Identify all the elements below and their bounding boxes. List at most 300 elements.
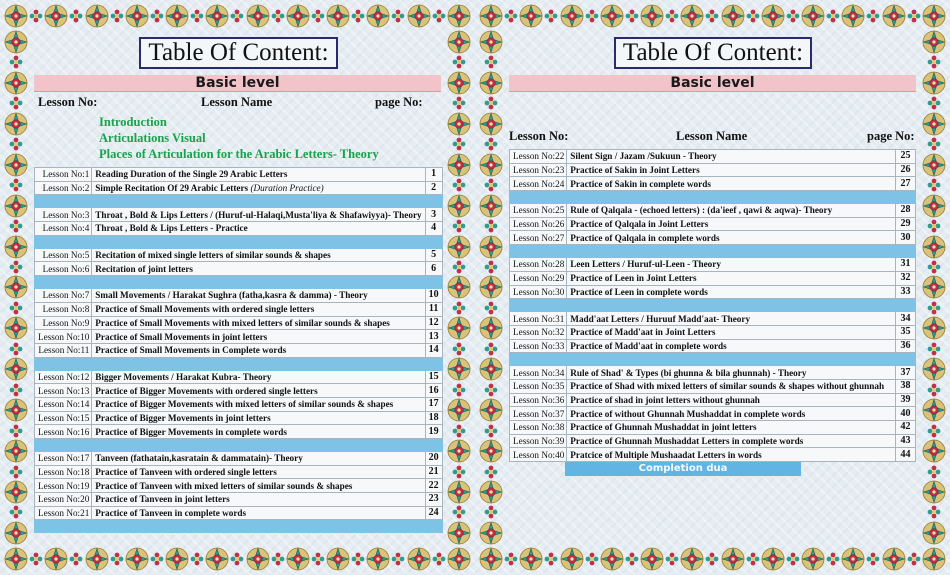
floral-medallion-icon	[125, 547, 149, 571]
lesson-name	[92, 222, 425, 236]
lesson-name	[567, 339, 896, 353]
toc-row[interactable]	[510, 177, 916, 191]
floral-medallion-icon	[479, 480, 503, 504]
small-flower-icon	[484, 342, 498, 356]
toc-row[interactable]	[35, 384, 443, 398]
small-flower-icon	[311, 552, 325, 566]
section-divider	[35, 357, 443, 370]
small-flower-icon	[9, 424, 23, 438]
lesson-title: Leen Letters / Huruf-ul-Leen - Theory	[570, 259, 721, 270]
lesson-title: Practice of Bigger Movements in complete words	[95, 426, 287, 437]
border-right	[920, 30, 948, 545]
lesson-title: Practice of Small Movements with ordered single letters	[95, 304, 315, 315]
page-title: Table Of Content:	[139, 37, 338, 69]
floral-medallion-icon	[922, 153, 946, 177]
floral-medallion-icon	[4, 71, 28, 95]
border-top	[4, 2, 471, 30]
small-flower-icon	[110, 552, 124, 566]
toc-row[interactable]	[35, 181, 443, 195]
border-top	[479, 2, 946, 30]
small-flower-icon	[746, 9, 760, 23]
lesson-title: Practice of Sakin in Joint Letters	[570, 165, 700, 176]
lesson-number: Lesson No:32	[510, 325, 567, 339]
floral-medallion-icon	[922, 235, 946, 259]
intro-item[interactable]: Places of Articulation for the Arabic Letters- Theory	[99, 147, 379, 161]
small-flower-icon	[391, 552, 405, 566]
floral-medallion-icon	[4, 439, 28, 463]
small-flower-icon	[927, 505, 941, 519]
floral-medallion-icon	[479, 4, 503, 28]
small-flower-icon	[271, 9, 285, 23]
small-flower-icon	[544, 9, 558, 23]
lesson-name	[92, 181, 425, 195]
floral-medallion-icon	[519, 4, 543, 28]
toc-row[interactable]	[35, 370, 443, 384]
floral-medallion-icon	[479, 398, 503, 422]
lesson-name	[567, 421, 896, 435]
toc-row[interactable]	[35, 289, 443, 303]
lesson-name	[567, 448, 896, 462]
header-page-no: page No:	[375, 95, 423, 109]
floral-medallion-icon	[600, 4, 624, 28]
section-divider	[35, 520, 443, 533]
small-flower-icon	[230, 9, 244, 23]
small-flower-icon	[452, 465, 466, 479]
floral-medallion-icon	[640, 4, 664, 28]
lesson-number: Lesson No:36	[510, 393, 567, 407]
toc-row[interactable]	[510, 366, 916, 380]
toc-row[interactable]	[35, 208, 443, 222]
lesson-number: Lesson No:9	[35, 316, 92, 330]
small-flower-icon	[927, 96, 941, 110]
small-flower-icon	[484, 465, 498, 479]
page-number: 27	[896, 177, 916, 191]
floral-medallion-icon	[407, 4, 431, 28]
toc-row[interactable]	[35, 452, 443, 466]
lesson-number: Lesson No:39	[510, 434, 567, 448]
small-flower-icon	[190, 552, 204, 566]
completion-dua-link[interactable]: Completion dua	[565, 462, 801, 476]
lesson-name	[92, 289, 425, 303]
lesson-title: Practice of Leen in complete words	[570, 286, 708, 297]
toc-row[interactable]	[510, 421, 916, 435]
floral-medallion-icon	[125, 4, 149, 28]
toc-row[interactable]	[510, 204, 916, 218]
lesson-name	[92, 330, 425, 344]
page-number: 20	[425, 452, 442, 466]
toc-row[interactable]	[35, 168, 443, 182]
page-number: 26	[896, 163, 916, 177]
small-flower-icon	[504, 552, 518, 566]
header-lesson-no: Lesson No:	[38, 95, 98, 109]
page-number: 16	[425, 384, 442, 398]
toc-row[interactable]	[510, 271, 916, 285]
small-flower-icon	[452, 342, 466, 356]
toc-row[interactable]	[510, 379, 916, 393]
lesson-number: Lesson No:37	[510, 407, 567, 421]
border-left	[2, 30, 30, 545]
lesson-name	[92, 452, 425, 466]
lesson-title: Practice of without Ghunnah Mushaddat in complete words	[570, 408, 806, 419]
floral-medallion-icon	[4, 357, 28, 381]
floral-medallion-icon	[447, 480, 471, 504]
toc-row[interactable]	[35, 397, 443, 411]
floral-medallion-icon	[447, 4, 471, 28]
small-flower-icon	[907, 552, 921, 566]
small-flower-icon	[927, 424, 941, 438]
lesson-name	[567, 285, 896, 299]
floral-medallion-icon	[761, 547, 785, 571]
small-flower-icon	[927, 219, 941, 233]
floral-medallion-icon	[407, 547, 431, 571]
header-lesson-name: Lesson Name	[676, 129, 748, 143]
small-flower-icon	[351, 552, 365, 566]
small-flower-icon	[705, 9, 719, 23]
floral-medallion-icon	[479, 112, 503, 136]
lesson-title: Practice of Ghunnah Mushaddat Letters in complete words	[570, 436, 804, 447]
lesson-name	[567, 231, 896, 245]
toc-row[interactable]	[35, 316, 443, 330]
toc-row[interactable]	[35, 330, 443, 344]
floral-medallion-icon	[801, 4, 825, 28]
floral-medallion-icon	[801, 547, 825, 571]
page-number: 42	[896, 421, 916, 435]
small-flower-icon	[484, 505, 498, 519]
lesson-title: Practice of Tanveen in complete words	[95, 508, 247, 519]
lesson-title: Practice of Small Movements with mixed letters of similar sounds & shapes	[95, 317, 390, 328]
toc-row[interactable]	[35, 411, 443, 425]
lesson-number: Lesson No:3	[35, 208, 92, 222]
small-flower-icon	[484, 178, 498, 192]
lesson-title: Pratcice of Multiple Mushaadat Letters in words	[570, 449, 762, 460]
lesson-title: Practice of Qalqala in Joint Letters	[570, 219, 709, 230]
floral-medallion-icon	[841, 547, 865, 571]
page-number: 2	[425, 181, 442, 195]
small-flower-icon	[29, 9, 43, 23]
lesson-note: (Duration Practice)	[250, 183, 324, 194]
lesson-number: Lesson No:20	[35, 493, 92, 507]
lesson-number: Lesson No:38	[510, 421, 567, 435]
page-number: 43	[896, 434, 916, 448]
floral-medallion-icon	[447, 71, 471, 95]
floral-medallion-icon	[922, 357, 946, 381]
header-page-no: page No:	[867, 129, 915, 143]
border-bottom	[479, 545, 946, 573]
page-number: 11	[425, 302, 442, 316]
page-number: 17	[425, 397, 442, 411]
small-flower-icon	[452, 55, 466, 69]
lesson-name	[567, 150, 896, 164]
lesson-number: Lesson No:6	[35, 262, 92, 276]
page-number: 40	[896, 407, 916, 421]
toc-row[interactable]	[35, 506, 443, 520]
small-flower-icon	[311, 9, 325, 23]
level-heading: Basic level	[509, 75, 916, 92]
toc-row[interactable]	[35, 343, 443, 357]
page-number: 22	[425, 479, 442, 493]
floral-medallion-icon	[205, 547, 229, 571]
floral-medallion-icon	[447, 316, 471, 340]
lesson-name	[92, 479, 425, 493]
page-number: 3	[425, 208, 442, 222]
lesson-number: Lesson No:16	[35, 425, 92, 439]
lesson-title: Simple Recitation Of 29 Arabic Letters	[95, 183, 251, 194]
toc-row[interactable]	[35, 465, 443, 479]
floral-medallion-icon	[366, 4, 390, 28]
lesson-name	[567, 434, 896, 448]
floral-medallion-icon	[4, 521, 28, 545]
small-flower-icon	[665, 9, 679, 23]
floral-medallion-icon	[922, 194, 946, 218]
floral-medallion-icon	[246, 547, 270, 571]
lesson-number: Lesson No:19	[35, 479, 92, 493]
small-flower-icon	[452, 260, 466, 274]
floral-medallion-icon	[4, 153, 28, 177]
page-number: 15	[425, 370, 442, 384]
small-flower-icon	[150, 552, 164, 566]
floral-medallion-icon	[479, 235, 503, 259]
page-number: 14	[425, 343, 442, 357]
page-title: Table Of Content:	[614, 37, 812, 69]
floral-medallion-icon	[922, 439, 946, 463]
page-number: 44	[896, 448, 916, 462]
floral-medallion-icon	[479, 316, 503, 340]
floral-medallion-icon	[447, 30, 471, 54]
page-number: 39	[896, 393, 916, 407]
lesson-name	[92, 425, 425, 439]
floral-medallion-icon	[922, 547, 946, 571]
lesson-title: Practice of Tanveen with ordered single letters	[95, 467, 277, 478]
toc-table-right	[509, 149, 916, 462]
toc-row[interactable]	[35, 425, 443, 439]
floral-medallion-icon	[479, 547, 503, 571]
small-flower-icon	[432, 552, 446, 566]
lesson-number: Lesson No:13	[35, 384, 92, 398]
level-heading: Basic level	[34, 75, 441, 92]
small-flower-icon	[484, 137, 498, 151]
small-flower-icon	[625, 9, 639, 23]
lesson-title: Tanveen (fathatain,kasratain & dammatain)- Theory	[95, 453, 303, 464]
floral-medallion-icon	[922, 316, 946, 340]
floral-medallion-icon	[4, 30, 28, 54]
lesson-name	[567, 271, 896, 285]
floral-medallion-icon	[922, 4, 946, 28]
lesson-title: Silent Sign / Jazam /Sukuun - Theory	[570, 151, 717, 162]
lesson-number: Lesson No:10	[35, 330, 92, 344]
intro-item[interactable]: Introduction	[99, 115, 167, 129]
small-flower-icon	[927, 137, 941, 151]
toc-row[interactable]	[510, 448, 916, 462]
small-flower-icon	[484, 424, 498, 438]
lesson-name	[92, 493, 425, 507]
small-flower-icon	[452, 219, 466, 233]
lesson-number: Lesson No:26	[510, 217, 567, 231]
toc-row[interactable]	[510, 285, 916, 299]
lesson-title: Practice of Tanveen in joint letters	[95, 494, 230, 505]
page-number: 33	[896, 285, 916, 299]
lesson-number: Lesson No:4	[35, 222, 92, 236]
lesson-name	[92, 370, 425, 384]
small-flower-icon	[9, 342, 23, 356]
section-divider	[510, 245, 916, 258]
page-number: 10	[425, 289, 442, 303]
lesson-name	[92, 208, 425, 222]
lesson-name	[92, 248, 425, 262]
lesson-title: Recitation of joint letters	[95, 263, 194, 274]
toc-row[interactable]	[510, 312, 916, 326]
lesson-name	[92, 316, 425, 330]
section-divider	[510, 353, 916, 366]
lesson-number: Lesson No:34	[510, 366, 567, 380]
lesson-title: Practice of Tanveen with mixed letters of similar sounds & shapes	[95, 480, 353, 491]
lesson-name	[567, 312, 896, 326]
lesson-title: Practice of Leen in Joint Letters	[570, 273, 697, 284]
toc-row[interactable]	[35, 493, 443, 507]
small-flower-icon	[9, 219, 23, 233]
column-headers	[509, 129, 921, 145]
page-number: 34	[896, 312, 916, 326]
small-flower-icon	[9, 178, 23, 192]
floral-medallion-icon	[326, 547, 350, 571]
floral-medallion-icon	[44, 547, 68, 571]
floral-medallion-icon	[85, 547, 109, 571]
lesson-number: Lesson No:35	[510, 379, 567, 393]
small-flower-icon	[9, 383, 23, 397]
page-number: 4	[425, 222, 442, 236]
lesson-number: Lesson No:33	[510, 339, 567, 353]
floral-medallion-icon	[479, 153, 503, 177]
small-flower-icon	[786, 552, 800, 566]
lesson-number: Lesson No:31	[510, 312, 567, 326]
intro-item[interactable]: Articulations Visual	[99, 131, 206, 145]
floral-medallion-icon	[761, 4, 785, 28]
floral-medallion-icon	[922, 275, 946, 299]
toc-row[interactable]	[35, 262, 443, 276]
small-flower-icon	[585, 552, 599, 566]
lesson-title: Practice of Bigger Movements in joint letters	[95, 412, 271, 423]
lesson-number: Lesson No:18	[35, 465, 92, 479]
section-divider	[35, 276, 443, 289]
lesson-title: Practice of Sakin in complete words	[570, 178, 711, 189]
lesson-name	[567, 217, 896, 231]
floral-medallion-icon	[447, 194, 471, 218]
page-number: 32	[896, 271, 916, 285]
lesson-number: Lesson No:21	[35, 506, 92, 520]
floral-medallion-icon	[165, 4, 189, 28]
floral-medallion-icon	[479, 194, 503, 218]
page-number: 18	[425, 411, 442, 425]
floral-medallion-icon	[4, 194, 28, 218]
lesson-title: Practice of Bigger Movements with ordered single letters	[95, 385, 318, 396]
small-flower-icon	[625, 552, 639, 566]
lesson-name	[567, 258, 896, 272]
page-number: 37	[896, 366, 916, 380]
small-flower-icon	[9, 301, 23, 315]
lesson-name	[92, 384, 425, 398]
page-number: 13	[425, 330, 442, 344]
lesson-number: Lesson No:30	[510, 285, 567, 299]
toc-row[interactable]	[35, 479, 443, 493]
toc-row[interactable]	[510, 434, 916, 448]
floral-medallion-icon	[85, 4, 109, 28]
lesson-name	[92, 506, 425, 520]
lesson-name	[567, 393, 896, 407]
toc-row[interactable]	[35, 222, 443, 236]
page-number: 1	[425, 168, 442, 182]
lesson-title: Practice of Small Movements in Complete words	[95, 345, 287, 356]
page-number: 12	[425, 316, 442, 330]
floral-medallion-icon	[4, 398, 28, 422]
floral-medallion-icon	[165, 547, 189, 571]
small-flower-icon	[585, 9, 599, 23]
small-flower-icon	[484, 301, 498, 315]
toc-row[interactable]	[510, 393, 916, 407]
small-flower-icon	[150, 9, 164, 23]
lesson-number: Lesson No:25	[510, 204, 567, 218]
small-flower-icon	[927, 465, 941, 479]
toc-row[interactable]	[510, 231, 916, 245]
floral-medallion-icon	[447, 439, 471, 463]
lesson-name	[567, 379, 896, 393]
small-flower-icon	[9, 96, 23, 110]
lesson-title: Small Movements / Harakat Sughra (fatha,kasra & damma) - Theory	[95, 290, 368, 301]
toc-row[interactable]	[35, 248, 443, 262]
lesson-title: Practice of Small Movements in joint letters	[95, 331, 268, 342]
toc-row[interactable]	[510, 325, 916, 339]
lesson-name	[567, 366, 896, 380]
toc-row[interactable]	[510, 217, 916, 231]
lesson-name	[92, 465, 425, 479]
small-flower-icon	[9, 465, 23, 479]
floral-medallion-icon	[4, 4, 28, 28]
small-flower-icon	[230, 552, 244, 566]
small-flower-icon	[907, 9, 921, 23]
toc-row[interactable]	[510, 407, 916, 421]
small-flower-icon	[69, 9, 83, 23]
small-flower-icon	[826, 9, 840, 23]
small-flower-icon	[484, 260, 498, 274]
lesson-name	[92, 397, 425, 411]
small-flower-icon	[484, 55, 498, 69]
border-right	[445, 30, 473, 545]
floral-medallion-icon	[922, 112, 946, 136]
floral-medallion-icon	[286, 547, 310, 571]
lesson-title: Practice of Qalqala in complete words	[570, 232, 720, 243]
toc-row[interactable]	[510, 339, 916, 353]
small-flower-icon	[391, 9, 405, 23]
small-flower-icon	[452, 301, 466, 315]
page-number: 35	[896, 325, 916, 339]
small-flower-icon	[452, 137, 466, 151]
section-divider	[510, 191, 916, 204]
small-flower-icon	[9, 505, 23, 519]
lesson-name	[567, 177, 896, 191]
toc-row[interactable]	[510, 163, 916, 177]
toc-row[interactable]	[35, 302, 443, 316]
floral-medallion-icon	[560, 547, 584, 571]
header-lesson-name: Lesson Name	[201, 95, 273, 109]
lesson-number: Lesson No:28	[510, 258, 567, 272]
lesson-number: Lesson No:22	[510, 150, 567, 164]
floral-medallion-icon	[479, 521, 503, 545]
small-flower-icon	[927, 178, 941, 192]
page-number: 28	[896, 204, 916, 218]
floral-medallion-icon	[286, 4, 310, 28]
toc-row[interactable]	[510, 150, 916, 164]
floral-medallion-icon	[447, 521, 471, 545]
toc-row[interactable]	[510, 258, 916, 272]
floral-medallion-icon	[479, 30, 503, 54]
